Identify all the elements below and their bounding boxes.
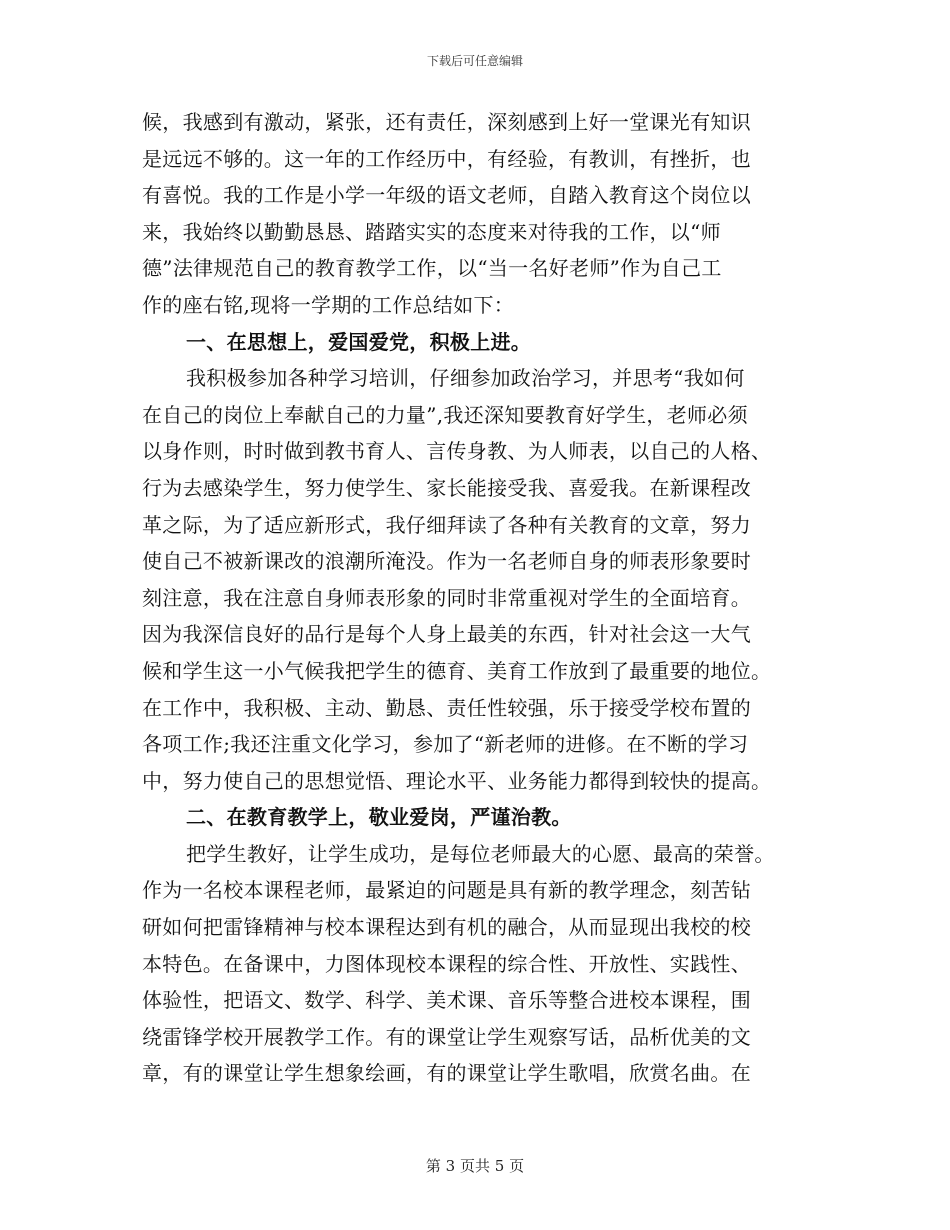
text-line: 使自己不被新课改的浪潮所淹没。作为一名老师自身的师表形象要时 <box>142 549 751 574</box>
text-line: 革之际，为了适应新形式，我仔细拜读了各种有关教育的文章，努力 <box>142 512 751 537</box>
text-line: 体验性，把语文、数学、科学、美术课、音乐等整合进校本课程，围 <box>142 988 751 1013</box>
text-line: 各项工作;我还注重文化学习，参加了“新老师的进修。在不断的学习 <box>142 732 749 757</box>
text-line: 是远远不够的。这一年的工作经历中，有经验，有教训，有挫折，也 <box>142 146 751 171</box>
text-line: 本特色。在备课中，力图体现校本课程的综合性、开放性、实践性、 <box>142 951 751 976</box>
paragraph-start: 把学生教好，让学生成功，是每位老师最大的心愿、最高的荣誉。 <box>186 841 775 866</box>
text-line: 以身作则，时时做到教书育人、言传身教、为人师表，以自己的人格、 <box>142 439 772 464</box>
text-line: 德”法律规范自己的教育教学工作，以“当一名好老师”作为自己工 <box>142 256 722 281</box>
text-line: 来，我始终以勤勤恳恳、踏踏实实的态度来对待我的工作，以“师 <box>142 219 721 244</box>
text-line: 因为我深信良好的品行是每个人身上最美的东西，针对社会这一大气 <box>142 622 751 647</box>
text-line: 在自己的岗位上奉献自己的力量”,我还深知要教育好学生，老师必须 <box>142 402 748 427</box>
text-line: 在工作中，我积极、主动、勤恳、责任性较强，乐于接受学校布置的 <box>142 695 751 720</box>
page-header: 下载后可任意编辑 <box>426 54 523 68</box>
page-number: 第 3 页共 5 页 <box>425 1157 525 1175</box>
text-line: 中，努力使自己的思想觉悟、理论水平、业务能力都得到较快的提高。 <box>142 768 772 793</box>
paragraph-start: 我积极参加各种学习培训，仔细参加政治学习，并思考“我如何 <box>186 366 745 391</box>
section-heading-2: 二、在教育教学上，敬业爱岗，严谨治教。 <box>186 805 572 830</box>
text-line: 候和学生这一小气候我把学生的德育、美育工作放到了最重要的地位。 <box>142 658 772 683</box>
text-line: 有喜悦。我的工作是小学一年级的语文老师，自踏入教育这个岗位以 <box>142 183 751 208</box>
text-line: 行为去感染学生，努力使学生、家长能接受我、喜爱我。在新课程改 <box>142 475 751 500</box>
text-line: 作的座右铭,现将一学期的工作总结如下： <box>142 292 515 317</box>
section-heading-1: 一、在思想上，爱国爱党，积极上进。 <box>186 329 532 354</box>
text-line: 作为一名校本课程老师，最紧迫的问题是具有新的教学理念，刻苦钻 <box>142 878 751 903</box>
text-line: 章，有的课堂让学生想象绘画，有的课堂让学生歌唱，欣赏名曲。在 <box>142 1061 751 1086</box>
text-line: 绕雷锋学校开展教学工作。有的课堂让学生观察写话，品析优美的文 <box>142 1024 751 1049</box>
text-line: 研如何把雷锋精神与校本课程达到有机的融合，从而显现出我校的校 <box>142 915 751 940</box>
text-line: 刻注意，我在注意自身师表形象的同时非常重视对学生的全面培育。 <box>142 585 751 610</box>
text-line: 候，我感到有激动，紧张，还有责任，深刻感到上好一堂课光有知识 <box>142 110 751 134</box>
document-body <box>142 104 822 1092</box>
